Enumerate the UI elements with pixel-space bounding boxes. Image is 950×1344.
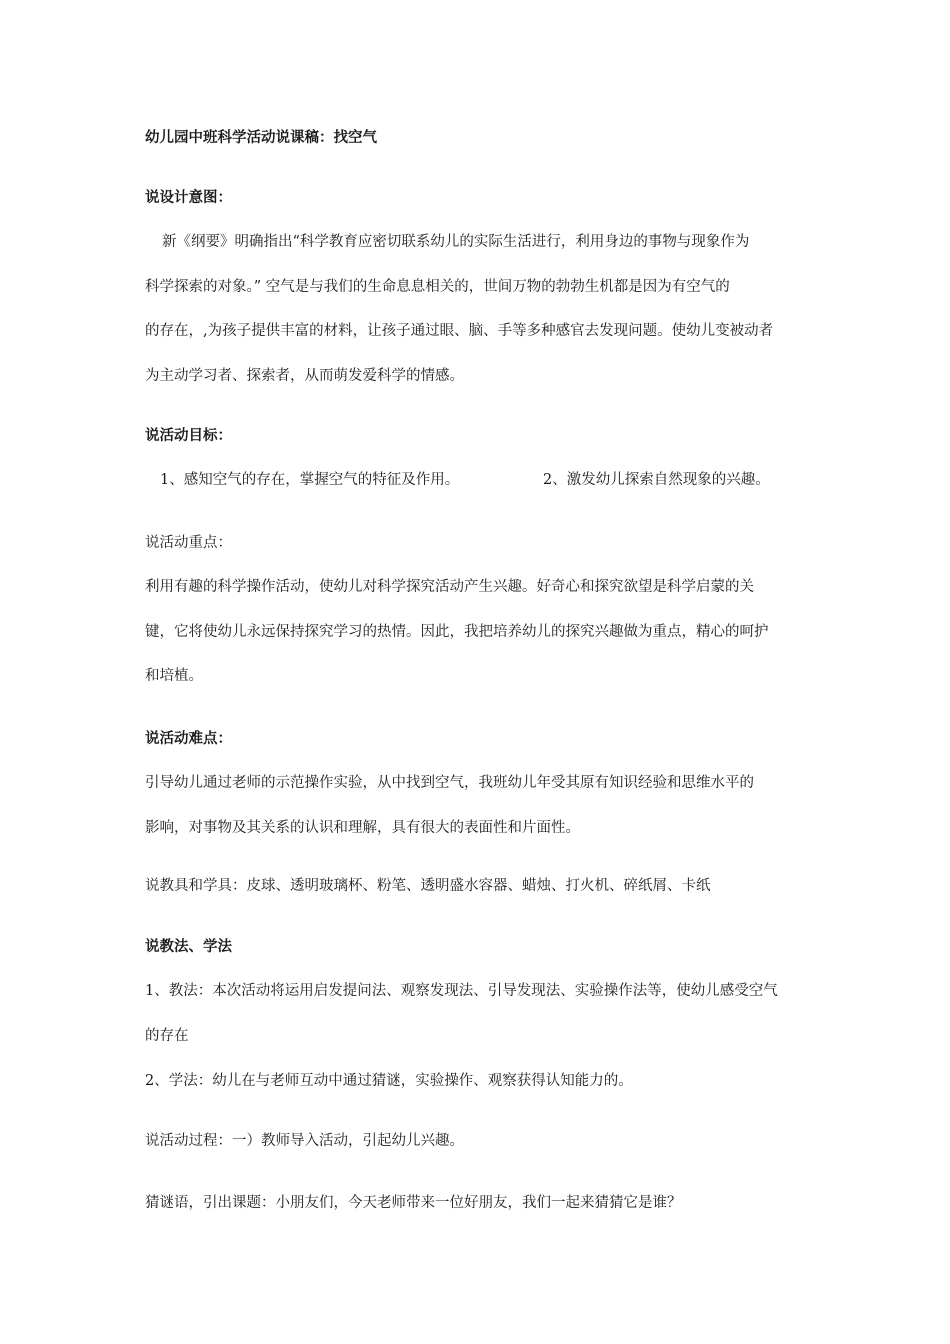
goal-item-1: 1、感知空气的存在，掌握空气的特征及作用。 bbox=[160, 472, 460, 488]
methods-heading: 说教法、学法 bbox=[145, 938, 232, 955]
key-point-line: 利用有趣的科学操作活动，使幼儿对科学探究活动产生兴趣。好奇心和探究欲望是科学启蒙的关 bbox=[145, 579, 754, 595]
process-line: 说活动过程：一）教师导入活动，引起幼儿兴趣。 bbox=[145, 1133, 464, 1149]
goals-heading: 说活动目标： bbox=[145, 427, 232, 444]
difficulty-heading: 说活动难点： bbox=[145, 730, 232, 747]
design-intent-line: 科学探索的对象。” 空气是与我们的生命息息相关的，世间万物的勃勃生机都是因为有空气的 bbox=[145, 279, 730, 295]
design-intent-line: 的存在，,为孩子提供丰富的材料，让孩子通过眼、脑、手等多种感官去发现问题。使幼儿变被动者 bbox=[145, 323, 774, 339]
materials-line: 说教具和学具：皮球、透明玻璃杯、粉笔、透明盛水容器、蜡烛、打火机、碎纸屑、卡纸 bbox=[145, 878, 711, 894]
key-point-heading: 说活动重点： bbox=[145, 535, 232, 551]
key-point-line: 键，它将使幼儿永远保持探究学习的热情。因此，我把培养幼儿的探究兴趣做为重点，精心的呵护 bbox=[145, 624, 769, 640]
learning-method-line: 2、学法：幼儿在与老师互动中通过猜谜，实验操作、观察获得认知能力的。 bbox=[145, 1073, 633, 1089]
difficulty-line: 引导幼儿通过老师的示范操作实验，从中找到空气，我班幼儿年受其原有知识经验和思维水平的 bbox=[145, 775, 754, 791]
design-intent-line: 新《纲要》明确指出“科学教育应密切联系幼儿的实际生活进行，利用身边的事物与现象作为 bbox=[162, 234, 750, 250]
document-title: 幼儿园中班科学活动说课稿：找空气 bbox=[145, 129, 377, 146]
key-point-line: 和培植。 bbox=[145, 668, 203, 684]
teaching-method-line: 的存在 bbox=[145, 1028, 189, 1044]
riddle-line: 猜谜语，引出课题：小朋友们，今天老师带来一位好朋友，我们一起来猜猜它是谁？ bbox=[145, 1195, 682, 1211]
design-intent-heading: 说设计意图： bbox=[145, 189, 232, 206]
difficulty-line: 影响，对事物及其关系的认识和理解，具有很大的表面性和片面性。 bbox=[145, 820, 580, 836]
design-intent-line: 为主动学习者、探索者，从而萌发爱科学的情感。 bbox=[145, 368, 464, 384]
goal-item-2: 2、激发幼儿探索自然现象的兴趣。 bbox=[543, 472, 770, 488]
teaching-method-line: 1、教法：本次活动将运用启发提问法、观察发现法、引导发现法、实验操作法等，使幼儿感受空气 bbox=[145, 983, 778, 999]
